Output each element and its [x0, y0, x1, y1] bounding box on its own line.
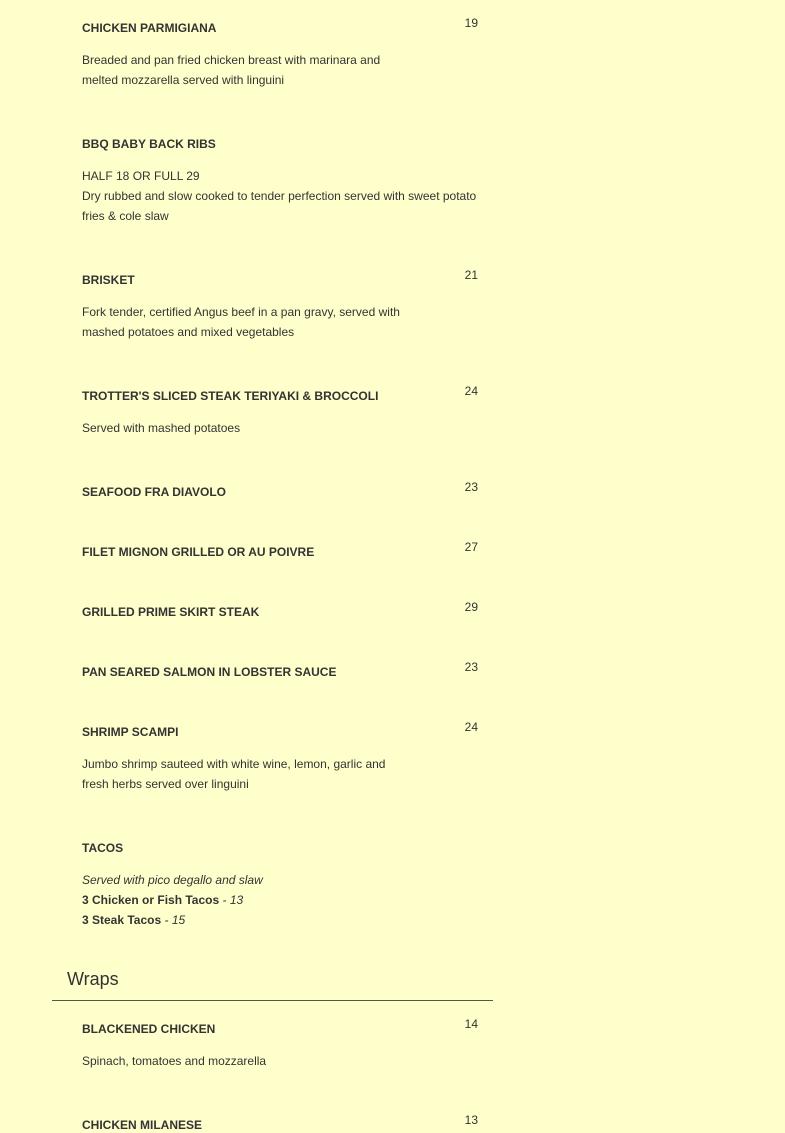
menu-item [82, 480, 478, 500]
item-description: Breaded and pan fried chicken breast with marinara and melted mozzarella served with linguini [82, 53, 381, 87]
item-name: TROTTER'S SLICED STEAK TERIYAKI & BROCCOLI [82, 389, 379, 403]
item-price-options: HALF 18 OR FULL 29 [82, 169, 200, 183]
menu-item [82, 384, 478, 438]
item-description: Served with mashed potatoes [82, 421, 241, 435]
item-name: FILET MIGNON GRILLED OR AU POIVRE [82, 545, 315, 559]
menu-item [82, 540, 478, 560]
menu-item [82, 1113, 478, 1133]
item-description [82, 166, 478, 226]
item-name: BBQ BABY BACK RIBS [82, 137, 216, 151]
menu-item [82, 16, 478, 90]
item-description: Jumbo shrimp sauteed with white wine, lemon, garlic and fresh herbs served over linguini [82, 757, 386, 791]
item-price: 24 [464, 720, 478, 734]
item-price: 24 [464, 384, 478, 398]
item-option [82, 910, 402, 930]
option-label: 3 Chicken or Fish Tacos [82, 893, 220, 907]
menu-item [82, 1017, 478, 1071]
item-name: BLACKENED CHICKEN [82, 1022, 216, 1036]
option-label: 3 Steak Tacos [82, 913, 162, 927]
section-title: Wraps [67, 969, 119, 989]
item-price: 14 [464, 1017, 478, 1031]
item-description-text: Served with pico degallo and slaw [82, 873, 263, 887]
option-price: - 15 [161, 913, 186, 927]
item-option [82, 890, 402, 910]
menu-item [82, 720, 478, 794]
menu-item [82, 660, 478, 680]
menu-item [82, 136, 478, 226]
item-name: GRILLED PRIME SKIRT STEAK [82, 605, 260, 619]
item-description: Spinach, tomatoes and mozzarella [82, 1054, 267, 1068]
item-description-text: Dry rubbed and slow cooked to tender perfection served with sweet potato fries & cole slaw [82, 189, 477, 223]
menu-item [82, 840, 478, 930]
item-price: 21 [464, 268, 478, 282]
menu-item [82, 600, 478, 620]
menu-item [82, 268, 478, 342]
item-name: BRISKET [82, 273, 135, 287]
item-price: 23 [464, 660, 478, 674]
item-price: 19 [464, 16, 478, 30]
item-price: 29 [464, 600, 478, 614]
section-divider [52, 1000, 493, 1001]
item-name: CHICKEN PARMIGIANA [82, 21, 217, 35]
item-price: 13 [464, 1113, 478, 1127]
item-price: 27 [464, 540, 478, 554]
option-price: - 13 [219, 893, 244, 907]
item-price: 23 [464, 480, 478, 494]
item-name: TACOS [82, 841, 124, 855]
item-description [82, 870, 402, 930]
item-description: Fork tender, certified Angus beef in a pan gravy, served with mashed potatoes and mixed vegetables [82, 305, 400, 339]
item-name: SEAFOOD FRA DIAVOLO [82, 485, 226, 499]
item-name: CHICKEN MILANESE [82, 1118, 203, 1132]
menu-column [52, 0, 493, 1132]
item-name: PAN SEARED SALMON IN LOBSTER SAUCE [82, 665, 337, 679]
item-name: SHRIMP SCAMPI [82, 725, 179, 739]
